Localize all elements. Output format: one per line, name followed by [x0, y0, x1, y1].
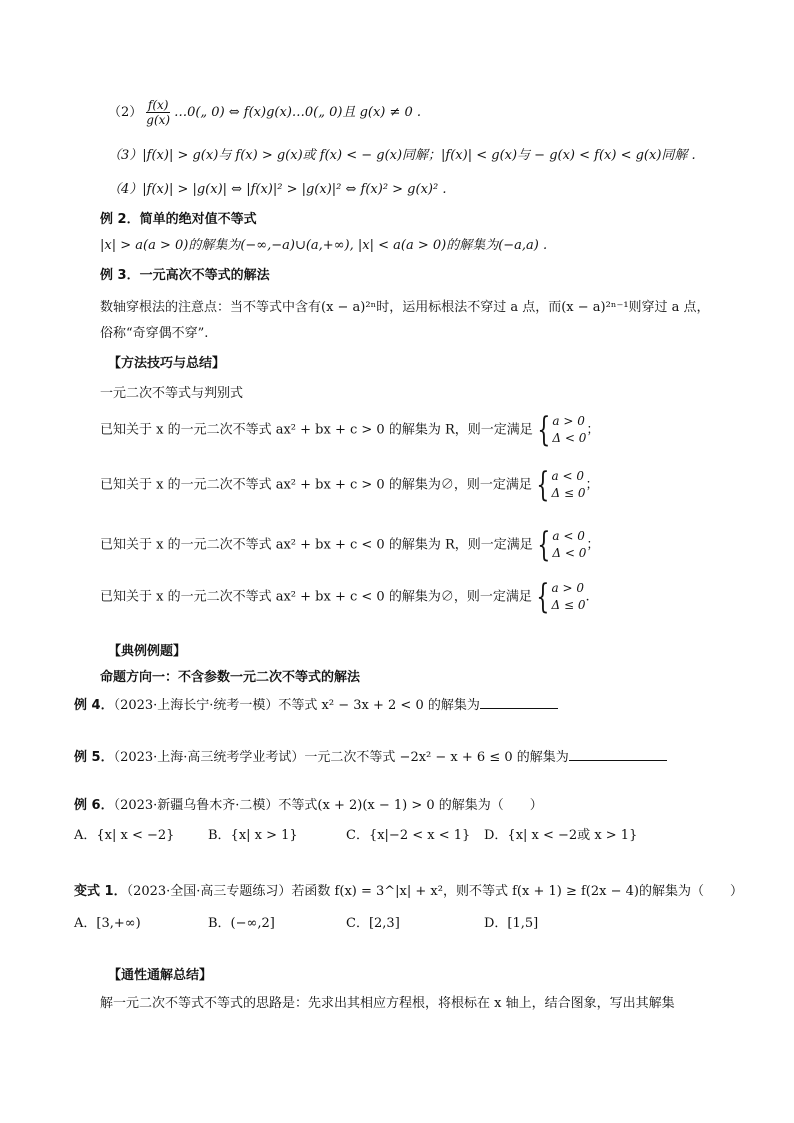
answer-blank[interactable] [480, 694, 558, 709]
direction-title: 命题方向一：不含参数一元二次不等式的解法 [100, 670, 361, 685]
method-item-2: 已知关于 x 的一元二次不等式 ax² + bx + c > 0 的解集为∅，则一定满足 { a < 0 Δ ≤ 0 ； [100, 465, 599, 505]
variant-1: 变式 1．（2023·全国·高三专题练习）若函数 f(x) = 3^|x| + x²，则不等式 f(x + 1) ≥ f(2x − 4)的解集为（ ） [74, 884, 743, 899]
option-d[interactable]: D．[1,5] [484, 916, 539, 931]
method-subtitle: 一元二次不等式与判别式 [100, 386, 244, 401]
example-3-body-1: 数轴穿根法的注意点：当不等式中含有(x − a)²ⁿ时，运用标根法不穿过 a 点，而(x − a)²ⁿ⁻¹则穿过 a 点， [100, 300, 710, 315]
summary-body: 解一元二次不等式不等式的思路是：先求出其相应方程根，将根标在 x 轴上，结合图象，写出其解集 [100, 996, 675, 1011]
examples-heading: 【典例例题】 [108, 644, 187, 659]
example-2-title: 例 2．简单的绝对值不等式 [100, 212, 257, 227]
rule-4: （4）|f(x)| > |g(x)| ⇔ |f(x)|² > |g(x)|² ⇔ f(x)² > g(x)² . [108, 182, 447, 197]
option-a[interactable]: A．{x| x < −2} [74, 828, 175, 843]
answer-blank[interactable] [569, 746, 667, 761]
rule-2-label: （2） [108, 105, 143, 120]
rule-2-rest: …0(„ 0) ⇔ f(x)g(x)…0(„ 0)且 g(x) ≠ 0 . [174, 105, 422, 120]
condition-brace: { a < 0 Δ ≤ 0 [536, 465, 586, 505]
rule-2 [108, 98, 421, 127]
example-3-title: 例 3．一元高次不等式的解法 [100, 268, 270, 283]
method-item-4: 已知关于 x 的一元二次不等式 ax² + bx + c < 0 的解集为∅，则一定满足 { a > 0 Δ ≤ 0 . [100, 577, 590, 617]
option-d[interactable]: D．{x| x < −2或 x > 1} [484, 828, 638, 843]
condition-brace: { a > 0 Δ ≤ 0 [536, 577, 586, 617]
rule-3: （3）|f(x)| > g(x)与 f(x) > g(x)或 f(x) < − g(x)同解；|f(x)| < g(x)与 − g(x) < f(x) < g(x)同解 . [108, 148, 696, 163]
option-b[interactable]: B．{x| x > 1} [208, 828, 298, 843]
example-4: 例 4．（2023·上海长宁·统考一模）不等式 x² − 3x + 2 < 0 的解集为 [74, 694, 558, 716]
example-2-body: |x| > a(a > 0)的解集为(−∞,−a)∪(a,+∞), |x| < a(a > 0)的解集为(−a,a) . [100, 238, 548, 253]
rule-2-fraction: $\frac{f(x)}{g(x)}$ [146, 98, 171, 127]
option-c[interactable]: C．[2,3] [346, 916, 400, 931]
option-a[interactable]: A．[3,+∞) [74, 916, 141, 931]
option-c[interactable]: C．{x|−2 < x < 1} [346, 828, 471, 843]
method-heading: 【方法技巧与总结】 [108, 356, 226, 371]
method-item-3: 已知关于 x 的一元二次不等式 ax² + bx + c < 0 的解集为 R，则一定满足 { a < 0 Δ < 0 ； [100, 525, 600, 565]
example-3-body-2: 俗称“奇穿偶不穿”. [100, 326, 209, 341]
example-6: 例 6．（2023·新疆乌鲁木齐·二模）不等式(x + 2)(x − 1) > 0 的解集为（ ） [74, 798, 543, 813]
example-5: 例 5．（2023·上海·高三统考学业考试）一元二次不等式 −2x² − x + 6 ≤ 0 的解集为 [74, 746, 667, 768]
method-item-1: 已知关于 x 的一元二次不等式 ax² + bx + c > 0 的解集为 R，则一定满足 { a > 0 Δ < 0 ； [100, 410, 600, 450]
condition-brace: { a < 0 Δ < 0 [537, 525, 587, 565]
summary-heading: 【通性通解总结】 [108, 968, 213, 983]
option-b[interactable]: B．(−∞,2] [208, 916, 275, 931]
condition-brace: { a > 0 Δ < 0 [537, 410, 587, 450]
